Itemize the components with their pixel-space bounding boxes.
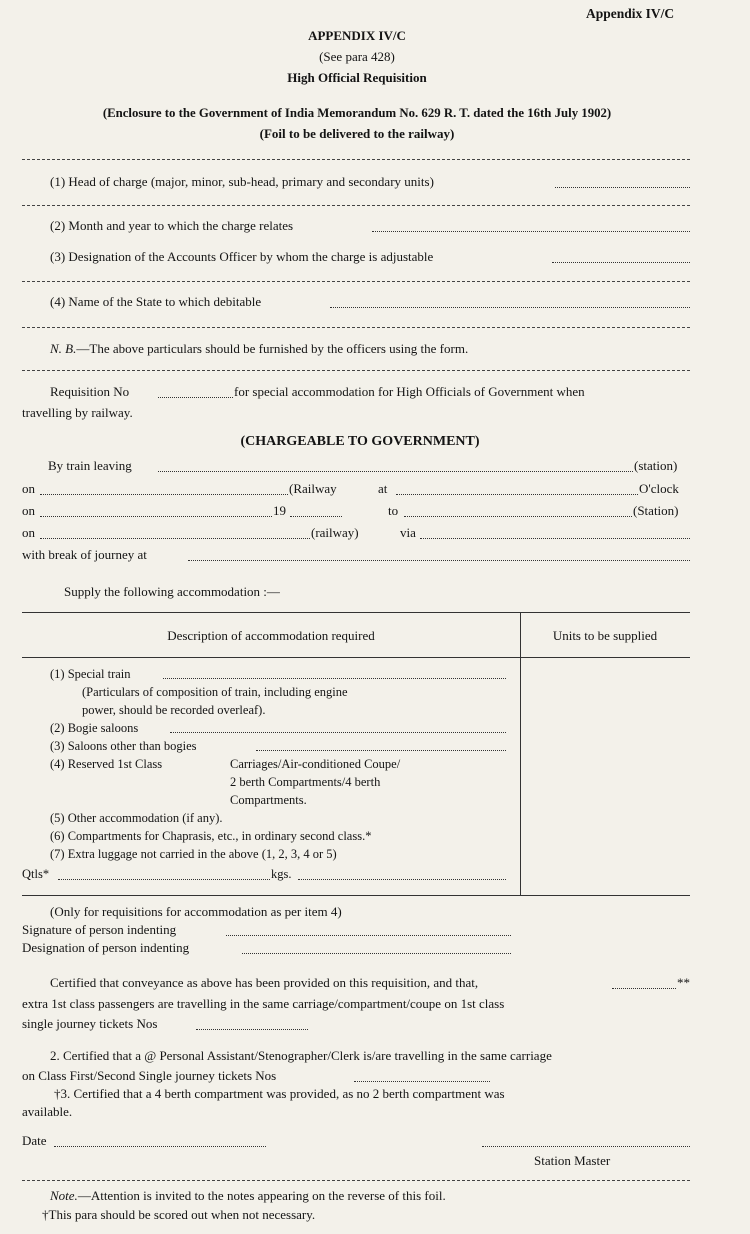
- fill-line: [552, 262, 690, 263]
- enclosure-note: (Enclosure to the Government of India Memorandum No. 629 R. T. dated the 16th July 1902): [102, 106, 612, 120]
- certified-para-1-b: extra 1st class passengers are travelling in the same carriage/compartment/coupe on 1st class: [22, 996, 505, 1011]
- certified-para-3-b: available.: [22, 1104, 73, 1119]
- appendix-corner-label: Appendix IV/C: [586, 6, 675, 21]
- supply-item-1-note-b: power, should be recorded overleaf).: [82, 703, 266, 717]
- fill-line: [612, 988, 676, 989]
- table-column-divider: [520, 612, 521, 895]
- divider: [22, 281, 690, 282]
- fill-line: [40, 538, 310, 539]
- fill-line: [404, 516, 632, 517]
- station-label-2: (Station): [633, 503, 679, 518]
- to-label: to: [388, 503, 399, 518]
- divider: [22, 205, 690, 206]
- note: Note.—Attention is invited to the notes appearing on the reverse of this foil.: [50, 1188, 446, 1203]
- see-para: (See para 428): [319, 49, 395, 64]
- fill-line: [256, 750, 506, 751]
- requisition-no-label: Requisition No: [50, 384, 130, 399]
- certified-para-1-c: single journey tickets Nos: [22, 1016, 158, 1031]
- fill-line: [54, 1146, 266, 1147]
- railway-label: (Railway: [289, 481, 337, 496]
- particular-4: (4) Name of the State to which debitable: [50, 294, 262, 309]
- divider: [22, 370, 690, 371]
- fill-line: [298, 879, 506, 880]
- supply-item-1: (1) Special train: [50, 667, 131, 681]
- only-for-note: (Only for requisitions for accommodation as per item 4): [50, 904, 342, 919]
- supply-item-3: (3) Saloons other than bogies: [50, 739, 197, 753]
- station-master-label: Station Master: [534, 1153, 611, 1168]
- signature-line: [482, 1146, 690, 1147]
- column-header-units: Units to be supplied: [552, 628, 658, 643]
- fill-line: [396, 494, 638, 495]
- fill-line: [290, 516, 342, 517]
- double-star: **: [677, 975, 690, 990]
- column-header-description: Description of accommodation required: [167, 628, 375, 643]
- particular-1: (1) Head of charge (major, minor, sub-head, primary and secondary units): [50, 174, 434, 189]
- supply-label: Supply the following accommodation :—: [64, 584, 280, 599]
- fill-line: [40, 516, 272, 517]
- table-header-border: [22, 657, 690, 658]
- table-bottom-border: [22, 895, 690, 896]
- fill-line: [163, 678, 506, 679]
- foil-note: (Foil to be delivered to the railway): [259, 126, 455, 141]
- at-label: at: [378, 481, 388, 496]
- fill-line: [242, 953, 511, 954]
- break-label: with break of journey at: [22, 547, 147, 562]
- fill-line: [420, 538, 690, 539]
- certified-para-2-b: on Class First/Second Single journey tickets Nos: [22, 1068, 277, 1083]
- designation-label: Designation of person indenting: [22, 940, 190, 955]
- fill-line: [196, 1029, 308, 1030]
- divider: [22, 1180, 690, 1181]
- by-train-label: By train leaving: [48, 458, 132, 473]
- fill-line: [170, 732, 506, 733]
- supply-item-1-note-a: (Particulars of composition of train, including engine: [82, 685, 348, 699]
- requisition-line2: travelling by railway.: [22, 405, 133, 420]
- page-title: APPENDIX IV/C: [308, 28, 406, 43]
- on-label-2: on: [22, 503, 35, 518]
- supply-item-4-b: 2 berth Compartments/4 berth: [230, 775, 381, 789]
- particular-3: (3) Designation of the Accounts Officer by whom the charge is adjustable: [50, 249, 434, 264]
- fill-line: [158, 471, 633, 472]
- on-label-3: on: [22, 525, 35, 540]
- table-top-border: [22, 612, 690, 613]
- supply-item-4-c: Compartments.: [230, 793, 307, 807]
- fill-line: [330, 307, 690, 308]
- kgs-label: kgs.: [271, 867, 292, 881]
- qtls-label: Qtls*: [22, 867, 50, 881]
- page-subtitle: High Official Requisition: [287, 70, 427, 85]
- fill-line: [226, 935, 511, 936]
- date-label: Date: [22, 1133, 47, 1148]
- divider: [22, 327, 690, 328]
- fill-line: [40, 494, 288, 495]
- dagger-note: †This para should be scored out when not necessary.: [42, 1207, 316, 1222]
- on-label: on: [22, 481, 35, 496]
- station-label: (station): [634, 458, 678, 473]
- chargeable-heading: (CHARGEABLE TO GOVERNMENT): [240, 434, 480, 449]
- particular-2: (2) Month and year to which the charge relates: [50, 218, 294, 233]
- nb-note: N. B.—The above particulars should be furnished by the officers using the form.: [50, 341, 469, 356]
- supply-item-2: (2) Bogie saloons: [50, 721, 139, 735]
- fill-line: [188, 560, 690, 561]
- supply-item-7: (7) Extra luggage not carried in the above (1, 2, 3, 4 or 5): [50, 847, 337, 861]
- fill-line: [354, 1081, 490, 1082]
- supply-item-5: (5) Other accommodation (if any).: [50, 811, 223, 825]
- fill-line: [372, 231, 690, 232]
- certified-para-2-a: 2. Certified that a @ Personal Assistant/Stenographer/Clerk is/are travelling in the same carriage: [50, 1048, 552, 1063]
- railway-label-2: (railway): [311, 525, 359, 540]
- certified-para-1-a: Certified that conveyance as above has been provided on this requisition, and that,: [50, 975, 479, 990]
- supply-item-4: (4) Reserved 1st Class: [50, 757, 163, 771]
- certified-para-3-a: †3. Certified that a 4 berth compartment was provided, as no 2 berth compartment was: [54, 1086, 505, 1101]
- requisition-line1: for special accommodation for High Officials of Government when: [234, 384, 585, 399]
- supply-item-6: (6) Compartments for Chaprasis, etc., in ordinary second class.*: [50, 829, 372, 843]
- via-label: via: [400, 525, 416, 540]
- divider: [22, 159, 690, 160]
- fill-line: [158, 397, 233, 398]
- signature-label: Signature of person indenting: [22, 922, 177, 937]
- fill-line: [58, 879, 270, 880]
- oclock-label: O'clock: [639, 481, 679, 496]
- year-label: 19: [273, 503, 286, 518]
- fill-line: [555, 187, 690, 188]
- supply-item-4-a: Carriages/Air-conditioned Coupe/: [230, 757, 401, 771]
